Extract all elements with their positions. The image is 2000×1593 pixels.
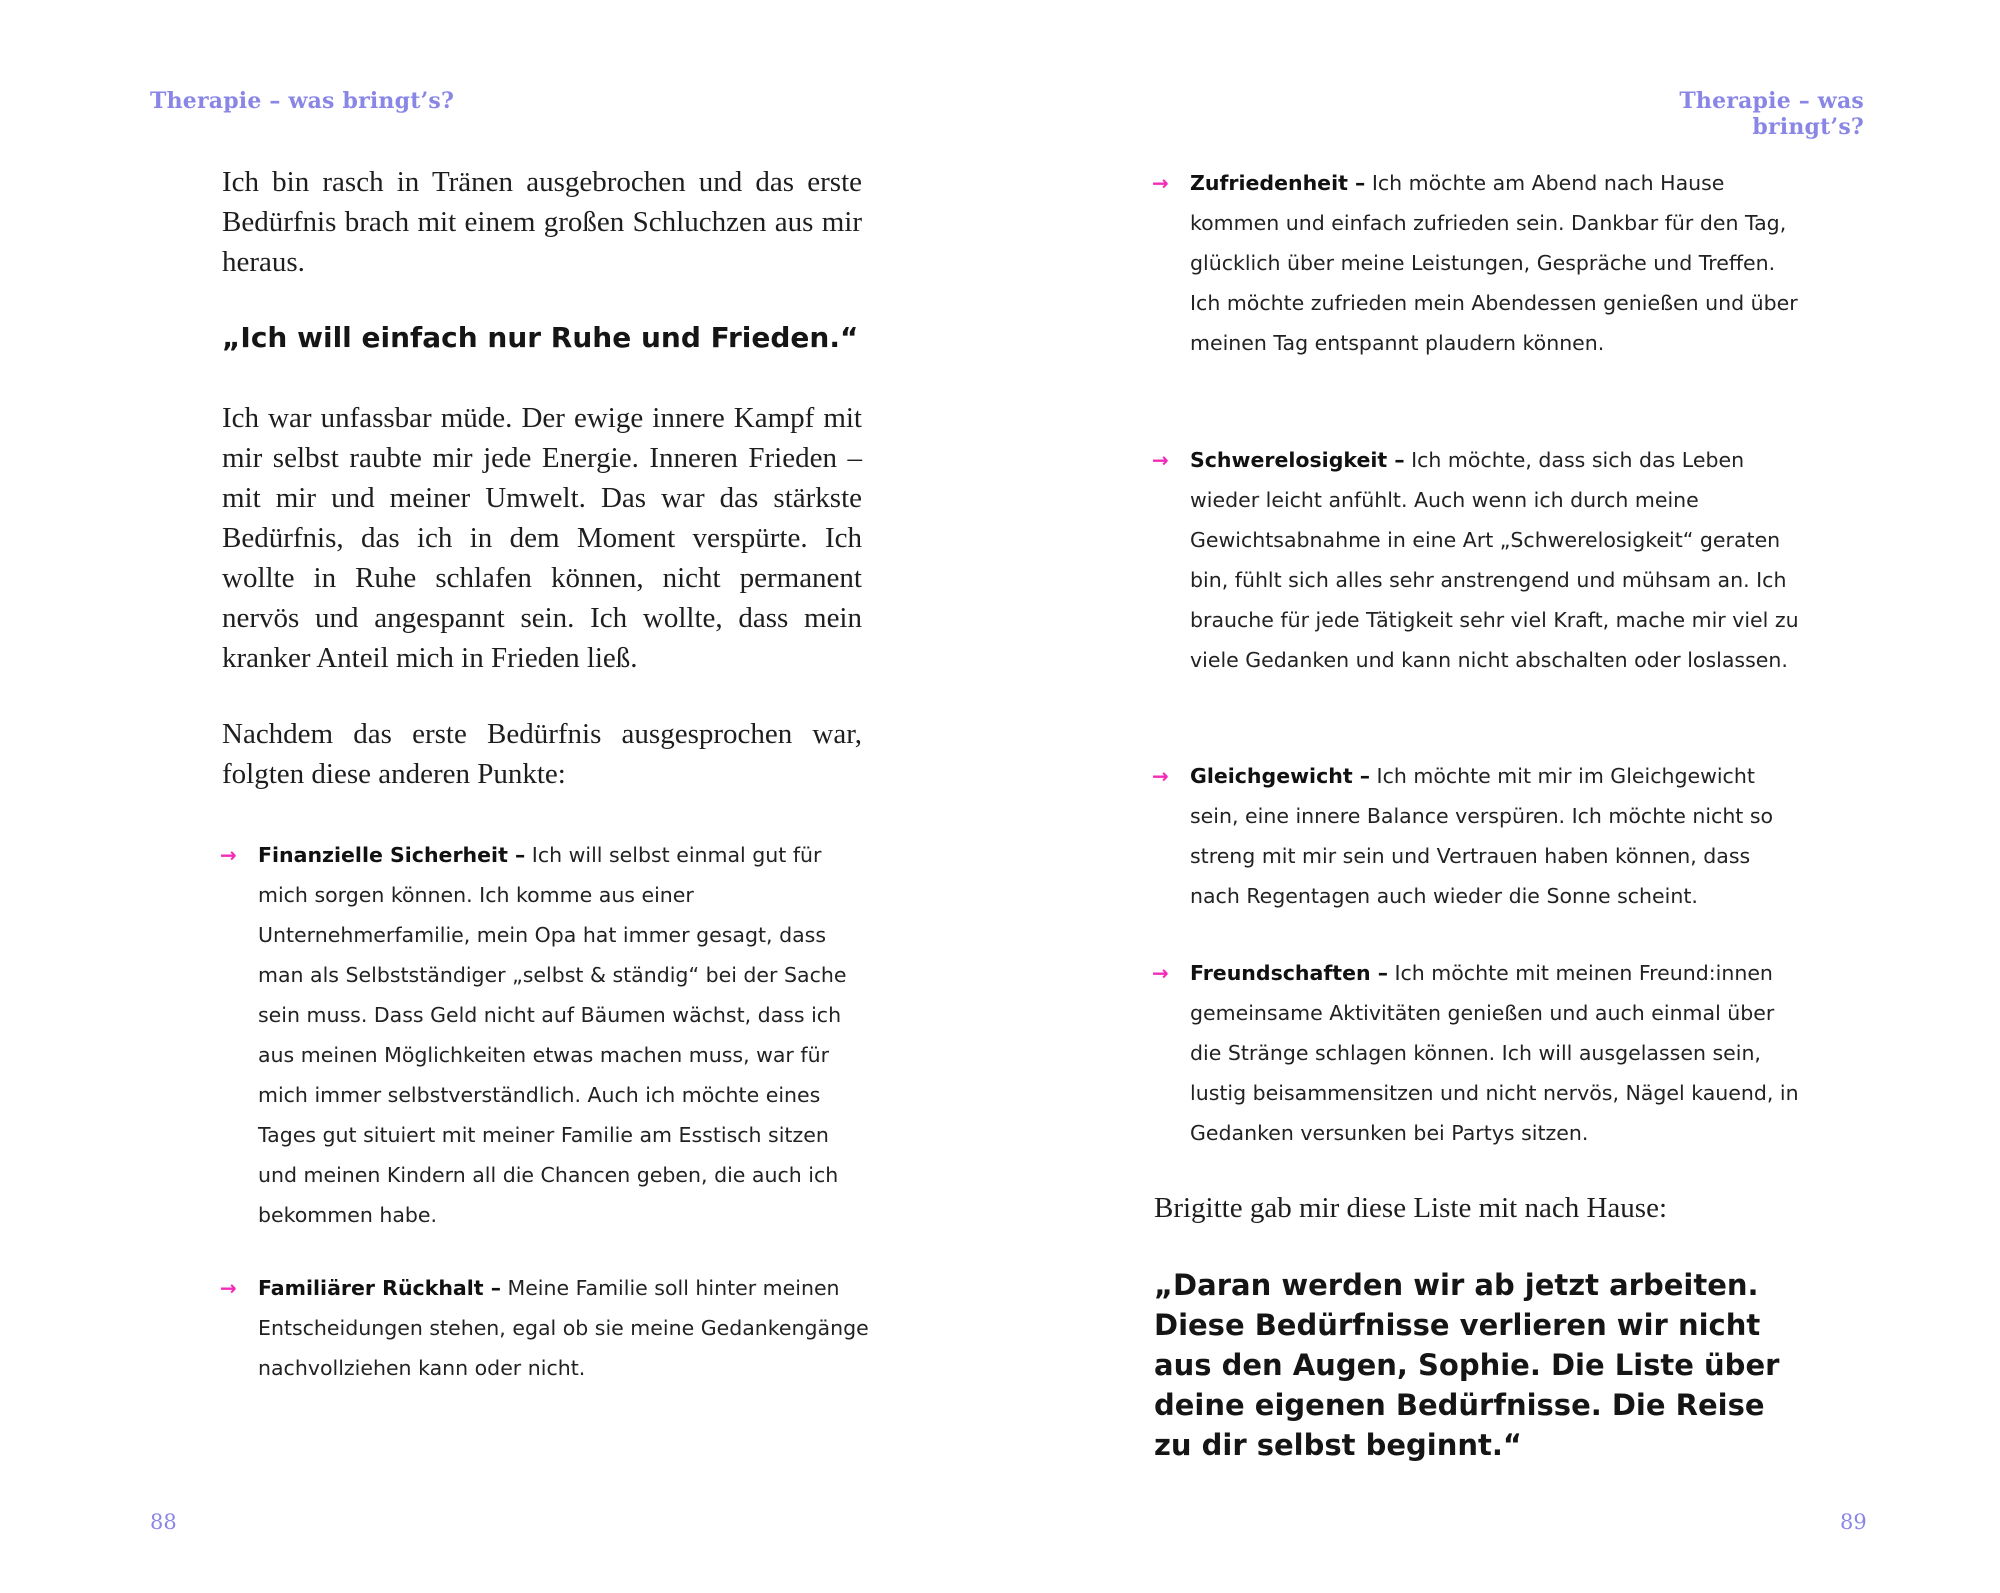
quote-journey: „Daran werden wir ab jetzt arbeiten. Diese Bedürfnisse verlieren wir nicht aus den Augen, Sophie. Die Liste über deine eigenen Bedürfnisse. Die Reise zu dir selbst beginnt.“ [1154, 1268, 1780, 1462]
arrow-right-icon: → [1152, 961, 1169, 985]
bullet-text: Ich möchte mit meinen Freund:innen gemeinsame Aktivitäten genießen und auch einmal über die Stränge schlagen können. Ich will ausgelassen sein, lustig beisammensitzen und nicht nervös, Nägel kauend, in Gedanken versunken bei Partys sitzen. [1190, 961, 1799, 1145]
bullet-text: Meine Familie soll hinter meinen Entscheidungen stehen, egal ob sie meine Gedankengänge nachvollziehen kann oder nicht. [258, 1276, 869, 1380]
paragraph-transition: Nachdem das erste Bedürfnis ausgesprochen war, folgten diese anderen Punkte: [222, 718, 862, 790]
running-head-right: Therapie – was bringt’s? [1679, 88, 1864, 140]
list-item-balance [1152, 756, 1802, 916]
arrow-right-icon: → [1152, 171, 1169, 195]
list-item-family-support [220, 1268, 870, 1388]
arrow-right-icon: → [220, 843, 237, 867]
list-item-financial-security [220, 835, 870, 1235]
running-head-left: Therapie – was bringt’s? [150, 88, 455, 114]
page-number-right: 89 [1840, 1510, 1867, 1534]
bullet-term: Freundschaften – [1190, 961, 1388, 985]
bullet-term: Gleichgewicht – [1190, 764, 1371, 788]
arrow-right-icon: → [1152, 764, 1169, 788]
bullet-term: Familiärer Rückhalt – [258, 1276, 501, 1300]
arrow-right-icon: → [1152, 448, 1169, 472]
paragraph-brigitte: Brigitte gab mir diese Liste mit nach Hause: [1154, 1192, 1668, 1224]
bullet-text: Ich will selbst einmal gut für mich sorgen können. Ich komme aus einer Unternehmerfamilie, mein Opa hat immer gesagt, dass man als Selbstständiger „selbst & ständig“ bei der Sache sein muss. Dass Geld nicht auf Bäumen wächst, dass ich aus meinen Möglichkeiten etwas machen muss, war für mich immer selbstverständlich. Auch ich möchte eines Tages gut situiert mit meiner Familie am Esstisch sitzen und meinen Kindern all die Chancen geben, die auch ich bekommen habe. [258, 843, 847, 1227]
bullet-term: Schwerelosigkeit – [1190, 448, 1405, 472]
right-page [1000, 0, 2000, 1593]
list-item-weightlessness [1152, 440, 1802, 680]
bullet-text: Ich möchte mit mir im Gleichgewicht sein, eine innere Balance verspüren. Ich möchte nicht so streng mit mir sein und Vertrauen haben können, dass nach Regentagen auch wieder die Sonne scheint. [1190, 764, 1774, 908]
paragraph-exhaustion: Ich war unfassbar müde. Der ewige innere Kampf mit mir selbst raubte mir jede Energie. Inneren Frieden – mit mir und meiner Umwelt. Das war das stärkste Bedürfnis, das ich in dem Moment verspürte. Ich wollte in Ruhe schlafen können, nicht permanent nervös und angespannt sein. Ich wollte, dass mein kranker Anteil mich in Frieden ließ. [222, 402, 862, 674]
list-item-contentment [1152, 163, 1802, 363]
page-number-left: 88 [150, 1510, 177, 1534]
list-item-friendships [1152, 953, 1802, 1153]
paragraph-intro: Ich bin rasch in Tränen ausgebrochen und das erste Bedürfnis brach mit einem großen Schluchzen aus mir heraus. [222, 166, 862, 278]
arrow-right-icon: → [220, 1276, 237, 1300]
quote-peace: „Ich will einfach nur Ruhe und Frieden.“ [222, 321, 859, 354]
bullet-term: Finanzielle Sicherheit – [258, 843, 526, 867]
bullet-term: Zufriedenheit – [1190, 171, 1366, 195]
bullet-text: Ich möchte, dass sich das Leben wieder leicht anfühlt. Auch wenn ich durch meine Gewichtsabnahme in eine Art „Schwerelosigkeit“ geraten bin, fühlt sich alles sehr anstrengend und mühsam an. Ich brauche für jede Tätigkeit sehr viel Kraft, mache mir viel zu viele Gedanken und kann nicht abschalten oder loslassen. [1190, 448, 1799, 672]
bullet-text: Ich möchte am Abend nach Hause kommen und einfach zufrieden sein. Dankbar für den Tag, glücklich über meine Leistungen, Gespräche und Treffen. Ich möchte zufrieden mein Abendessen genießen und über meinen Tag entspannt plaudern können. [1190, 171, 1798, 355]
